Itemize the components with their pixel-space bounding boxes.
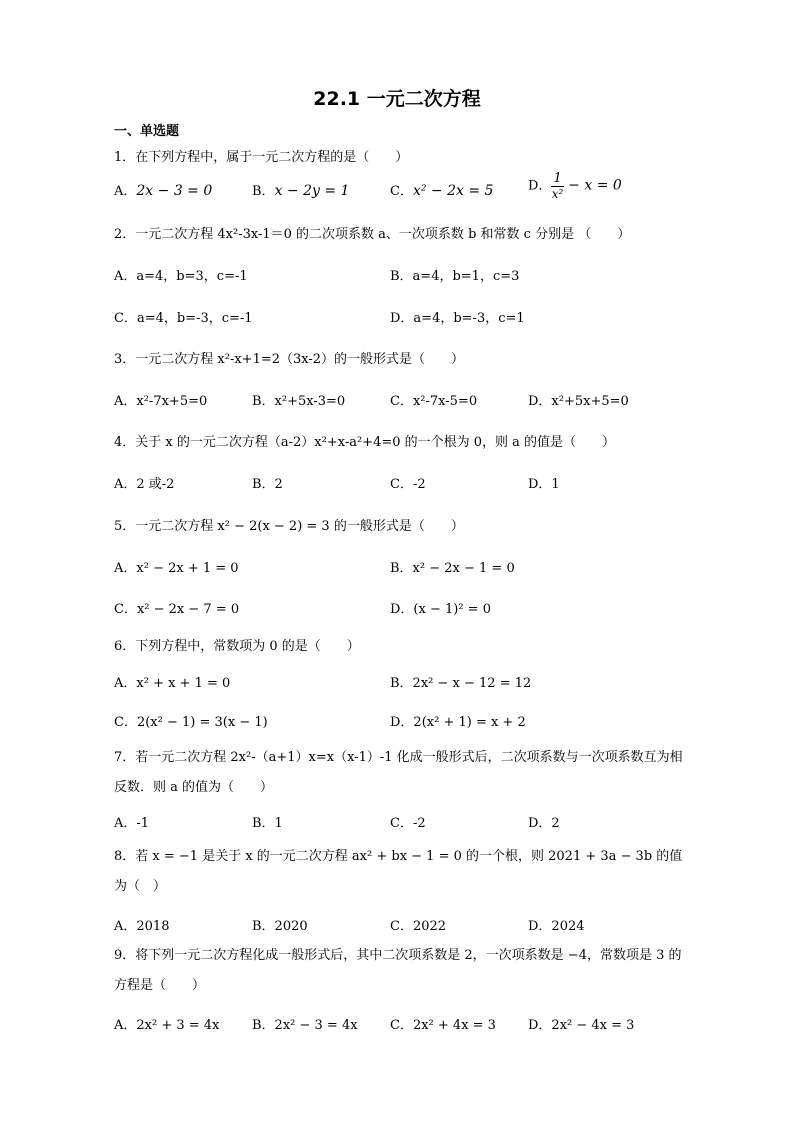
question-6-options-row-1 xyxy=(114,672,694,694)
option-d: D．2 xyxy=(528,816,560,831)
option-d: D．(x − 1)² = 0 xyxy=(390,602,491,617)
question-3-options xyxy=(114,390,694,412)
option-b-label: B． xyxy=(252,184,275,199)
option-b: B．a=4，b=1，c=3 xyxy=(390,269,520,284)
question-9-stem: 9．将下列一元二次方程化成一般形式后，其中二次项系数是 2，一次项系数是 −4，常数项是 3 的方程是（ ） xyxy=(114,948,682,993)
section-heading: 一、单选题 xyxy=(114,124,180,139)
fraction-denominator: x² xyxy=(551,187,564,201)
option-d: D．2(x² + 1) = x + 2 xyxy=(390,715,526,730)
option-a-label: A． xyxy=(114,184,137,199)
option-b: B．2020 xyxy=(252,919,308,934)
question-9-options xyxy=(114,1014,694,1036)
option-c: C．a=4，b=-3，c=-1 xyxy=(114,311,253,326)
option-b-text: x − 2y = 1 xyxy=(274,183,350,199)
option-a: A．-1 xyxy=(114,816,150,831)
page-title: 22.1 一元二次方程 xyxy=(313,88,481,110)
option-c: C．2x² + 4x = 3 xyxy=(390,1018,496,1033)
option-c-label: C． xyxy=(390,184,413,199)
question-8-options xyxy=(114,915,694,937)
option-d: D．a=4，b=-3，c=1 xyxy=(390,311,525,326)
fraction xyxy=(551,171,563,201)
option-b: B．x²+5x-3=0 xyxy=(252,394,346,409)
question-1-stem: 1．在下列方程中，属于一元二次方程的是（ ） xyxy=(114,150,409,165)
option-d-label: D． xyxy=(528,178,552,194)
option-c: C．x²-7x-5=0 xyxy=(390,394,478,409)
question-4-options xyxy=(114,473,694,495)
option-a: A．2018 xyxy=(114,919,170,934)
option-c: C．-2 xyxy=(390,816,426,831)
option-b: B．2 xyxy=(252,477,283,492)
option-d: D．x²+5x+5=0 xyxy=(528,394,629,409)
question-6-stem: 6．下列方程中，常数项为 0 的是（ ） xyxy=(114,639,360,654)
option-a: A．x²-7x+5=0 xyxy=(114,394,208,409)
question-1-options xyxy=(114,171,694,202)
option-a: A．a=4，b=3，c=-1 xyxy=(114,269,248,284)
option-a-text: 2x − 3 = 0 xyxy=(136,183,213,199)
question-8-stem: 8．若 x = −1 是关于 x 的一元二次方程 ax² + bx − 1 = 0 的一个根，则 2021 + 3a − 3b 的值为（ ） xyxy=(114,849,683,894)
question-5-options-row-2 xyxy=(114,598,694,620)
option-c-text: x² − 2x = 5 xyxy=(412,183,494,199)
option-b: B．2x² − x − 12 = 12 xyxy=(390,676,532,691)
option-c: C．x² − 2x − 7 = 0 xyxy=(114,602,240,617)
option-b: B．x² − 2x − 1 = 0 xyxy=(390,561,515,576)
option-d: D．1 xyxy=(528,477,560,492)
question-7-options xyxy=(114,812,694,834)
option-a: A．x² − 2x + 1 = 0 xyxy=(114,561,239,576)
question-2-options-row-2 xyxy=(114,307,694,329)
question-4-stem: 4．关于 x 的一元二次方程（a-2）x²+x-a²+4=0 的一个根为 0，则 a 的值是（ ） xyxy=(114,435,616,450)
option-b: B．2x² − 3 = 4x xyxy=(252,1018,358,1033)
option-a: A．x² + x + 1 = 0 xyxy=(114,676,231,691)
option-c: C．2022 xyxy=(390,919,447,934)
fraction-numerator: 1 xyxy=(553,171,562,186)
option-c: C．2(x² − 1) = 3(x − 1) xyxy=(114,715,268,730)
question-7-stem: 7．若一元二次方程 2x²-（a+1）x=x（x-1）-1 化成一般形式后，二次项系数与一次项系数互为相反数．则 a 的值为（ ） xyxy=(114,750,683,795)
option-d-text: − x = 0 xyxy=(563,177,622,194)
option-d: D．2024 xyxy=(528,919,585,934)
option-a: A．2x² + 3 = 4x xyxy=(114,1018,220,1033)
option-c: C．-2 xyxy=(390,477,426,492)
question-3-stem: 3．一元二次方程 x²-x+1=2（3x-2）的一般形式是（ ） xyxy=(114,352,465,367)
question-5-options-row-1 xyxy=(114,557,694,579)
question-6-options-row-2 xyxy=(114,711,694,733)
option-b: B．1 xyxy=(252,816,283,831)
question-2-options-row-1 xyxy=(114,265,694,287)
option-d: D．2x² − 4x = 3 xyxy=(528,1018,635,1033)
option-a: A．2 或-2 xyxy=(114,477,175,492)
question-5-stem: 5．一元二次方程 x² − 2(x − 2) = 3 的一般形式是（ ） xyxy=(114,519,464,534)
question-2-stem: 2．一元二次方程 4x²-3x-1＝0 的二次项系数 a、一次项系数 b 和常数 c 分别是 （ ） xyxy=(114,227,631,242)
